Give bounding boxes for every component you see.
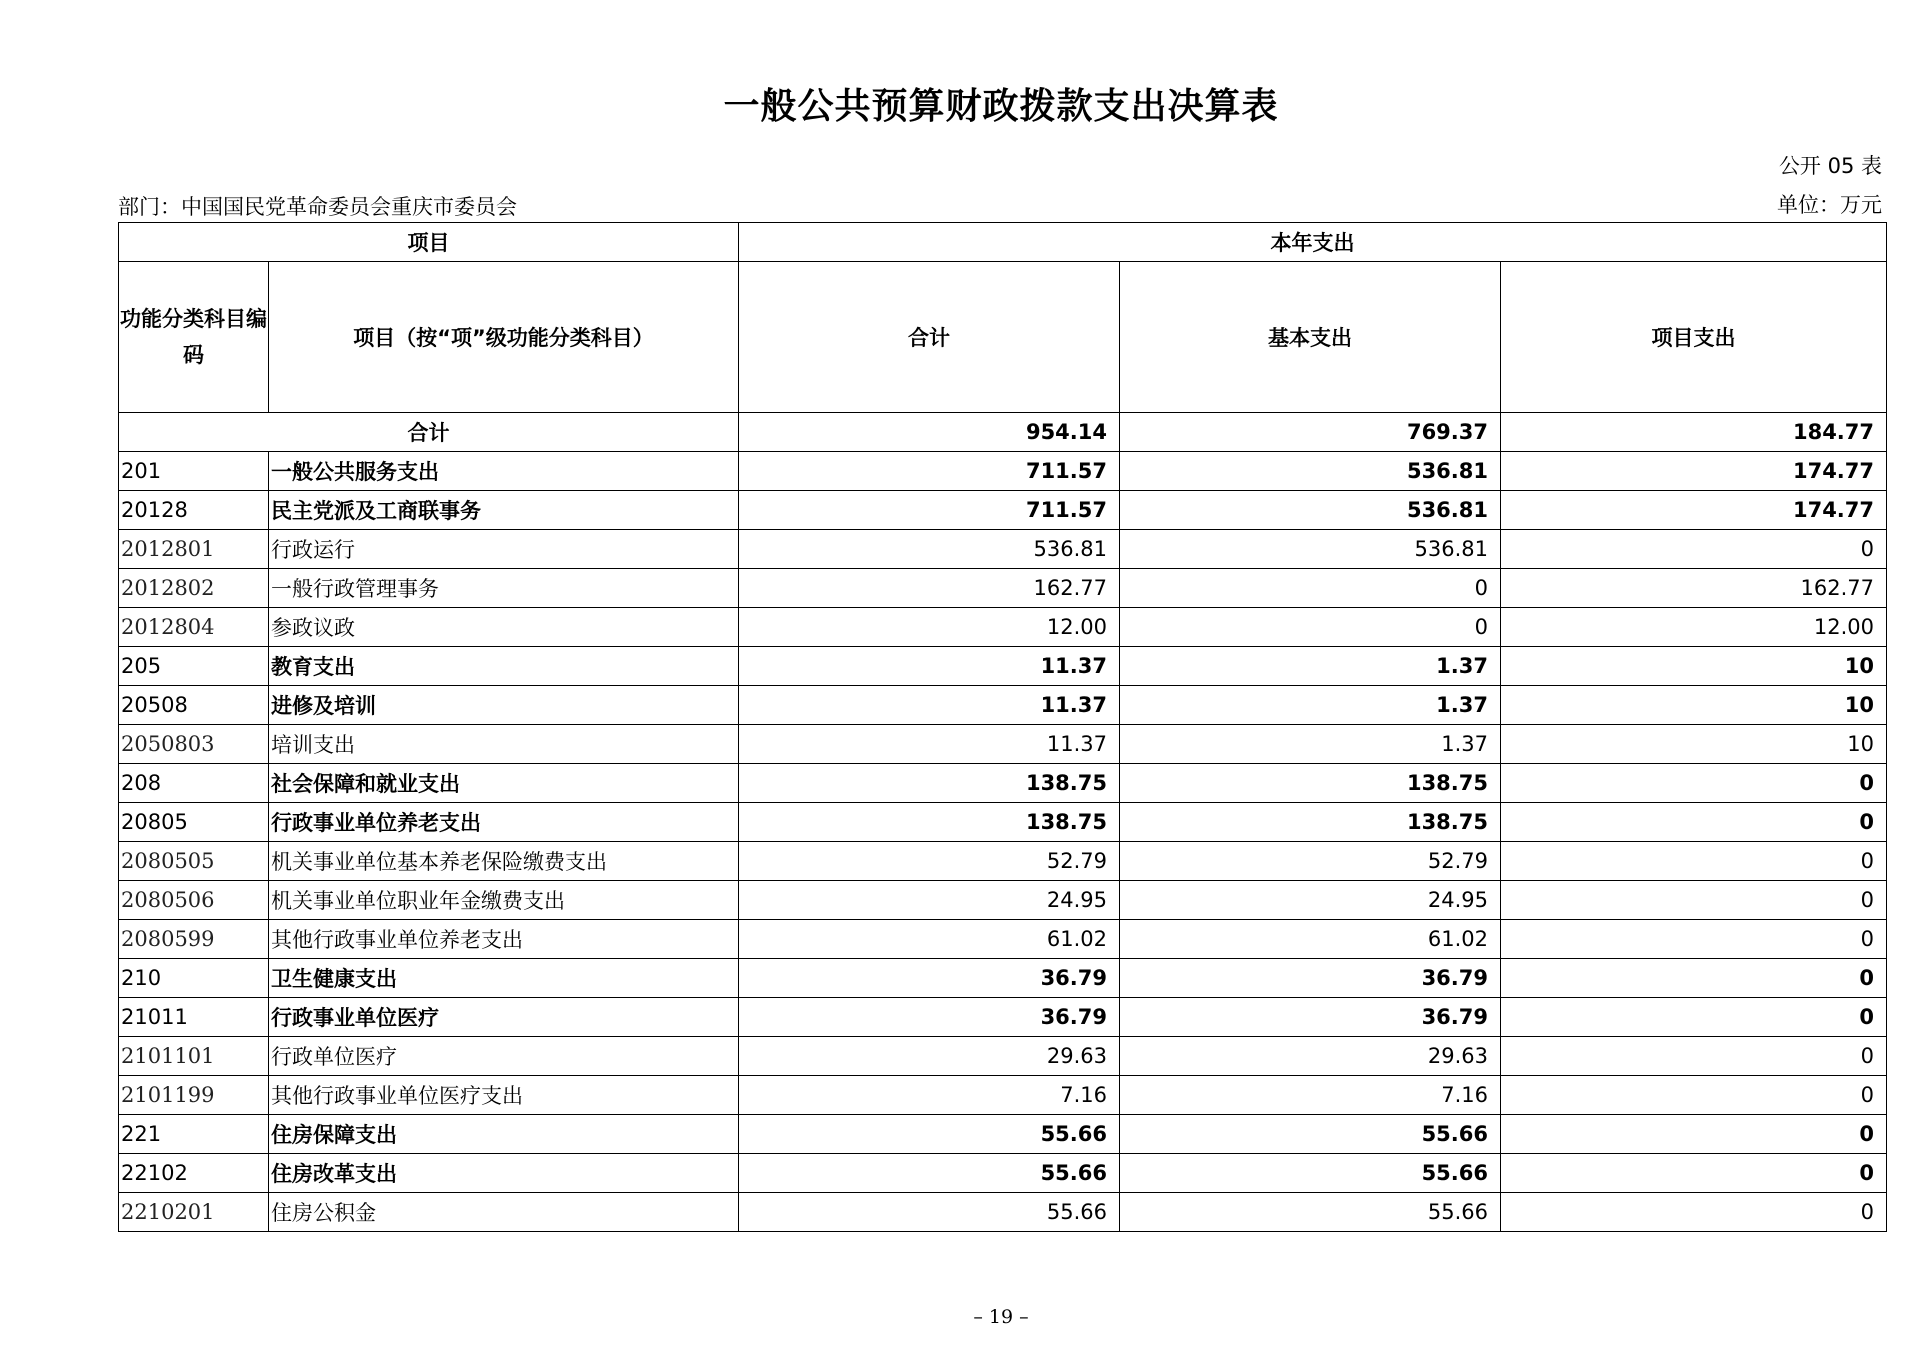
row-code: 2012804 bbox=[119, 608, 269, 647]
row-project: 10 bbox=[1501, 686, 1887, 725]
row-project: 0 bbox=[1501, 1115, 1887, 1154]
row-name: 参政议政 bbox=[269, 608, 739, 647]
row-project: 0 bbox=[1501, 1193, 1887, 1232]
row-name: 其他行政事业单位养老支出 bbox=[269, 920, 739, 959]
row-total: 61.02 bbox=[739, 920, 1120, 959]
row-project: 10 bbox=[1501, 725, 1887, 764]
row-total: 55.66 bbox=[739, 1154, 1120, 1193]
row-project: 0 bbox=[1501, 530, 1887, 569]
table-row bbox=[119, 1076, 1887, 1115]
row-project: 0 bbox=[1501, 842, 1887, 881]
row-project: 0 bbox=[1501, 998, 1887, 1037]
row-basic: 536.81 bbox=[1120, 530, 1501, 569]
row-code: 2080506 bbox=[119, 881, 269, 920]
header-row-sub bbox=[119, 262, 1887, 413]
row-project: 0 bbox=[1501, 959, 1887, 998]
row-code: 20128 bbox=[119, 491, 269, 530]
row-basic: 55.66 bbox=[1120, 1193, 1501, 1232]
header-project: 项目 bbox=[119, 223, 739, 262]
row-code: 20805 bbox=[119, 803, 269, 842]
row-total: 55.66 bbox=[739, 1115, 1120, 1154]
row-name: 进修及培训 bbox=[269, 686, 739, 725]
row-name: 一般公共服务支出 bbox=[269, 452, 739, 491]
table-row bbox=[119, 608, 1887, 647]
row-total: 12.00 bbox=[739, 608, 1120, 647]
table-row bbox=[119, 959, 1887, 998]
row-basic: 52.79 bbox=[1120, 842, 1501, 881]
row-code: 2050803 bbox=[119, 725, 269, 764]
total-basic: 769.37 bbox=[1120, 413, 1501, 452]
row-total: 36.79 bbox=[739, 998, 1120, 1037]
table-row bbox=[119, 1115, 1887, 1154]
row-name: 住房保障支出 bbox=[269, 1115, 739, 1154]
row-project: 10 bbox=[1501, 647, 1887, 686]
row-basic: 1.37 bbox=[1120, 647, 1501, 686]
row-total: 138.75 bbox=[739, 764, 1120, 803]
row-name: 培训支出 bbox=[269, 725, 739, 764]
row-code: 2012802 bbox=[119, 569, 269, 608]
header-name: 项目（按“项”级功能分类科目） bbox=[269, 262, 739, 413]
row-total: 11.37 bbox=[739, 725, 1120, 764]
row-code: 20508 bbox=[119, 686, 269, 725]
table-row bbox=[119, 881, 1887, 920]
total-project: 184.77 bbox=[1501, 413, 1887, 452]
row-project: 12.00 bbox=[1501, 608, 1887, 647]
header-basic: 基本支出 bbox=[1120, 262, 1501, 413]
row-name: 机关事业单位职业年金缴费支出 bbox=[269, 881, 739, 920]
page-title: 一般公共预算财政拨款支出决算表 bbox=[723, 86, 1279, 127]
row-total: 711.57 bbox=[739, 491, 1120, 530]
row-basic: 36.79 bbox=[1120, 959, 1501, 998]
total-sum: 954.14 bbox=[739, 413, 1120, 452]
page-number: – 19 – bbox=[973, 1306, 1029, 1328]
row-name: 机关事业单位基本养老保险缴费支出 bbox=[269, 842, 739, 881]
row-total: 52.79 bbox=[739, 842, 1120, 881]
row-basic: 1.37 bbox=[1120, 725, 1501, 764]
header-current-year: 本年支出 bbox=[739, 223, 1887, 262]
table-row bbox=[119, 452, 1887, 491]
row-basic: 55.66 bbox=[1120, 1115, 1501, 1154]
row-name: 社会保障和就业支出 bbox=[269, 764, 739, 803]
unit-label: 单位：万元 bbox=[1777, 193, 1882, 217]
row-code: 201 bbox=[119, 452, 269, 491]
department-label: 部门：中国国民党革命委员会重庆市委员会 bbox=[118, 195, 517, 219]
table-row bbox=[119, 725, 1887, 764]
table-row bbox=[119, 920, 1887, 959]
row-name: 卫生健康支出 bbox=[269, 959, 739, 998]
table-row bbox=[119, 1193, 1887, 1232]
row-project: 0 bbox=[1501, 1037, 1887, 1076]
table-row bbox=[119, 569, 1887, 608]
row-basic: 0 bbox=[1120, 569, 1501, 608]
row-code: 2080599 bbox=[119, 920, 269, 959]
row-total: 36.79 bbox=[739, 959, 1120, 998]
row-total: 7.16 bbox=[739, 1076, 1120, 1115]
row-basic: 24.95 bbox=[1120, 881, 1501, 920]
row-code: 221 bbox=[119, 1115, 269, 1154]
row-project: 0 bbox=[1501, 920, 1887, 959]
row-basic: 138.75 bbox=[1120, 803, 1501, 842]
row-basic: 36.79 bbox=[1120, 998, 1501, 1037]
table-row bbox=[119, 764, 1887, 803]
row-code: 210 bbox=[119, 959, 269, 998]
row-code: 205 bbox=[119, 647, 269, 686]
row-name: 行政单位医疗 bbox=[269, 1037, 739, 1076]
row-project: 162.77 bbox=[1501, 569, 1887, 608]
row-name: 民主党派及工商联事务 bbox=[269, 491, 739, 530]
table-row bbox=[119, 998, 1887, 1037]
row-code: 208 bbox=[119, 764, 269, 803]
row-basic: 0 bbox=[1120, 608, 1501, 647]
table-row bbox=[119, 686, 1887, 725]
row-name: 行政运行 bbox=[269, 530, 739, 569]
row-code: 21011 bbox=[119, 998, 269, 1037]
row-basic: 536.81 bbox=[1120, 491, 1501, 530]
header-row-top bbox=[119, 223, 1887, 262]
row-basic: 29.63 bbox=[1120, 1037, 1501, 1076]
row-total: 11.37 bbox=[739, 647, 1120, 686]
table-row bbox=[119, 491, 1887, 530]
row-project: 0 bbox=[1501, 803, 1887, 842]
row-project: 174.77 bbox=[1501, 452, 1887, 491]
row-name: 教育支出 bbox=[269, 647, 739, 686]
row-total: 711.57 bbox=[739, 452, 1120, 491]
row-name: 行政事业单位医疗 bbox=[269, 998, 739, 1037]
row-project: 0 bbox=[1501, 881, 1887, 920]
row-code: 2210201 bbox=[119, 1193, 269, 1232]
row-total: 536.81 bbox=[739, 530, 1120, 569]
row-name: 行政事业单位养老支出 bbox=[269, 803, 739, 842]
table-row bbox=[119, 842, 1887, 881]
row-code: 2080505 bbox=[119, 842, 269, 881]
row-total: 11.37 bbox=[739, 686, 1120, 725]
total-label: 合计 bbox=[119, 413, 739, 452]
form-number: 公开 05 表 bbox=[1778, 154, 1882, 178]
row-code: 2101199 bbox=[119, 1076, 269, 1115]
total-row bbox=[119, 413, 1887, 452]
row-project: 0 bbox=[1501, 1154, 1887, 1193]
header-total: 合计 bbox=[739, 262, 1120, 413]
header-code: 功能分类科目编码 bbox=[119, 262, 269, 413]
row-basic: 1.37 bbox=[1120, 686, 1501, 725]
header-project-exp: 项目支出 bbox=[1501, 262, 1887, 413]
row-basic: 7.16 bbox=[1120, 1076, 1501, 1115]
row-project: 0 bbox=[1501, 764, 1887, 803]
row-project: 174.77 bbox=[1501, 491, 1887, 530]
table-row bbox=[119, 803, 1887, 842]
row-name: 其他行政事业单位医疗支出 bbox=[269, 1076, 739, 1115]
row-basic: 138.75 bbox=[1120, 764, 1501, 803]
table-row bbox=[119, 647, 1887, 686]
row-basic: 61.02 bbox=[1120, 920, 1501, 959]
row-name: 住房公积金 bbox=[269, 1193, 739, 1232]
row-total: 162.77 bbox=[739, 569, 1120, 608]
expenditure-table bbox=[118, 222, 1887, 1232]
row-total: 55.66 bbox=[739, 1193, 1120, 1232]
table-row bbox=[119, 1154, 1887, 1193]
table-row bbox=[119, 1037, 1887, 1076]
table-row bbox=[119, 530, 1887, 569]
row-project: 0 bbox=[1501, 1076, 1887, 1115]
row-code: 2012801 bbox=[119, 530, 269, 569]
row-total: 29.63 bbox=[739, 1037, 1120, 1076]
row-code: 2101101 bbox=[119, 1037, 269, 1076]
row-name: 一般行政管理事务 bbox=[269, 569, 739, 608]
row-basic: 55.66 bbox=[1120, 1154, 1501, 1193]
row-total: 138.75 bbox=[739, 803, 1120, 842]
row-name: 住房改革支出 bbox=[269, 1154, 739, 1193]
row-code: 22102 bbox=[119, 1154, 269, 1193]
row-basic: 536.81 bbox=[1120, 452, 1501, 491]
row-total: 24.95 bbox=[739, 881, 1120, 920]
